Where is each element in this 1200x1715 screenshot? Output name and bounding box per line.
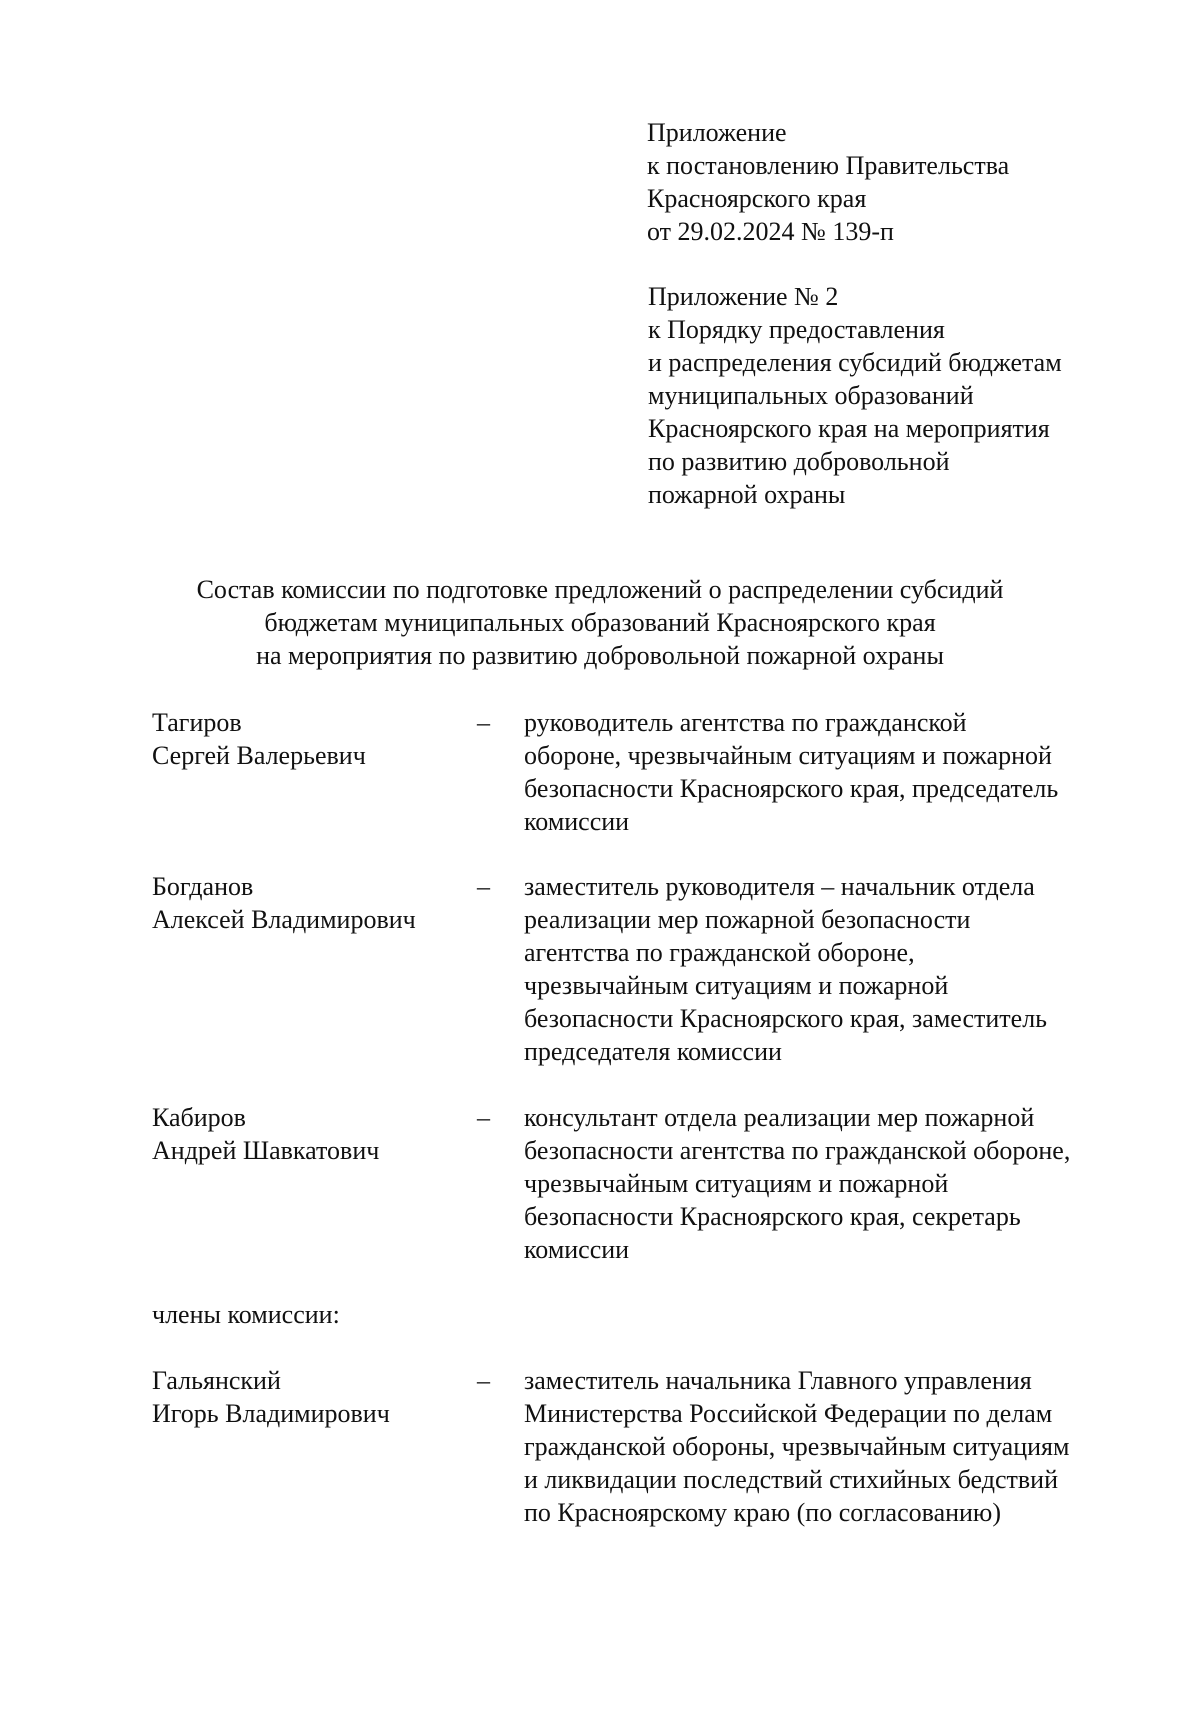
member-surname: Гальянский <box>152 1366 281 1395</box>
role-line: обороне, чрезвычайным ситуациям и пожарной <box>524 741 1052 770</box>
appendix-line: муниципальных образований <box>648 381 974 410</box>
dash-separator: – <box>477 872 490 901</box>
role-line: чрезвычайным ситуациям и пожарной <box>524 971 949 1000</box>
member-role <box>524 1364 1069 1529</box>
role-line: безопасности агентства по гражданской обороне, <box>524 1136 1071 1165</box>
role-line: руководитель агентства по гражданской <box>524 708 967 737</box>
member-role <box>524 706 1058 838</box>
appendix-line: по развитию добровольной <box>648 447 950 476</box>
appendix-line: пожарной охраны <box>648 480 846 509</box>
document-title <box>0 573 1200 672</box>
role-line: гражданской обороны, чрезвычайным ситуациям <box>524 1432 1070 1461</box>
approval-line: Красноярского края <box>647 184 867 213</box>
title-line: Состав комиссии по подготовке предложений о распределении субсидий <box>196 575 1004 604</box>
member-given-name: Алексей Владимирович <box>152 905 416 934</box>
approval-date-number: от 29.02.2024 № 139-п <box>647 217 894 246</box>
role-line: безопасности Красноярского края, заместитель <box>524 1004 1048 1033</box>
member-given-name: Сергей Валерьевич <box>152 741 366 770</box>
member-name <box>152 1364 390 1430</box>
appendix-line: к Порядку предоставления <box>648 315 945 344</box>
dash-separator: – <box>477 1366 490 1395</box>
role-line: по Красноярскому краю (по согласованию) <box>524 1498 1002 1527</box>
member-name <box>152 706 366 772</box>
role-line: комиссии <box>524 807 630 836</box>
title-line: на мероприятия по развитию добровольной пожарной охраны <box>256 641 944 670</box>
role-line: реализации мер пожарной безопасности <box>524 905 971 934</box>
role-line: комиссии <box>524 1235 630 1264</box>
role-line: агентства по гражданской обороне, <box>524 938 915 967</box>
dash-separator: – <box>477 1103 490 1132</box>
member-surname: Богданов <box>152 872 254 901</box>
members-section-label: члены комиссии: <box>152 1300 340 1329</box>
member-given-name: Игорь Владимирович <box>152 1399 390 1428</box>
appendix-line: и распределения субсидий бюджетам <box>648 348 1062 377</box>
approval-header <box>647 116 1009 248</box>
member-role <box>524 870 1047 1068</box>
member-name <box>152 870 416 936</box>
dash-separator: – <box>477 708 490 737</box>
role-line: безопасности Красноярского края, председатель <box>524 774 1059 803</box>
member-name <box>152 1101 379 1167</box>
member-surname: Кабиров <box>152 1103 246 1132</box>
role-line: чрезвычайным ситуациям и пожарной <box>524 1169 949 1198</box>
role-line: Министерства Российской Федерации по делам <box>524 1399 1053 1428</box>
title-line: бюджетам муниципальных образований Красноярского края <box>264 608 936 637</box>
approval-line: Приложение <box>647 118 787 147</box>
member-role <box>524 1101 1070 1266</box>
appendix-header <box>648 280 1062 511</box>
appendix-line: Приложение № 2 <box>648 282 839 311</box>
role-line: председателя комиссии <box>524 1037 782 1066</box>
role-line: консультант отдела реализации мер пожарной <box>524 1103 1035 1132</box>
member-given-name: Андрей Шавкатович <box>152 1136 380 1165</box>
role-line: заместитель начальника Главного управления <box>524 1366 1032 1395</box>
approval-line: к постановлению Правительства <box>647 151 1010 180</box>
member-surname: Тагиров <box>152 708 242 737</box>
role-line: заместитель руководителя – начальник отдела <box>524 872 1035 901</box>
role-line: безопасности Красноярского края, секретарь <box>524 1202 1021 1231</box>
appendix-line: Красноярского края на мероприятия <box>648 414 1050 443</box>
role-line: и ликвидации последствий стихийных бедствий <box>524 1465 1058 1494</box>
